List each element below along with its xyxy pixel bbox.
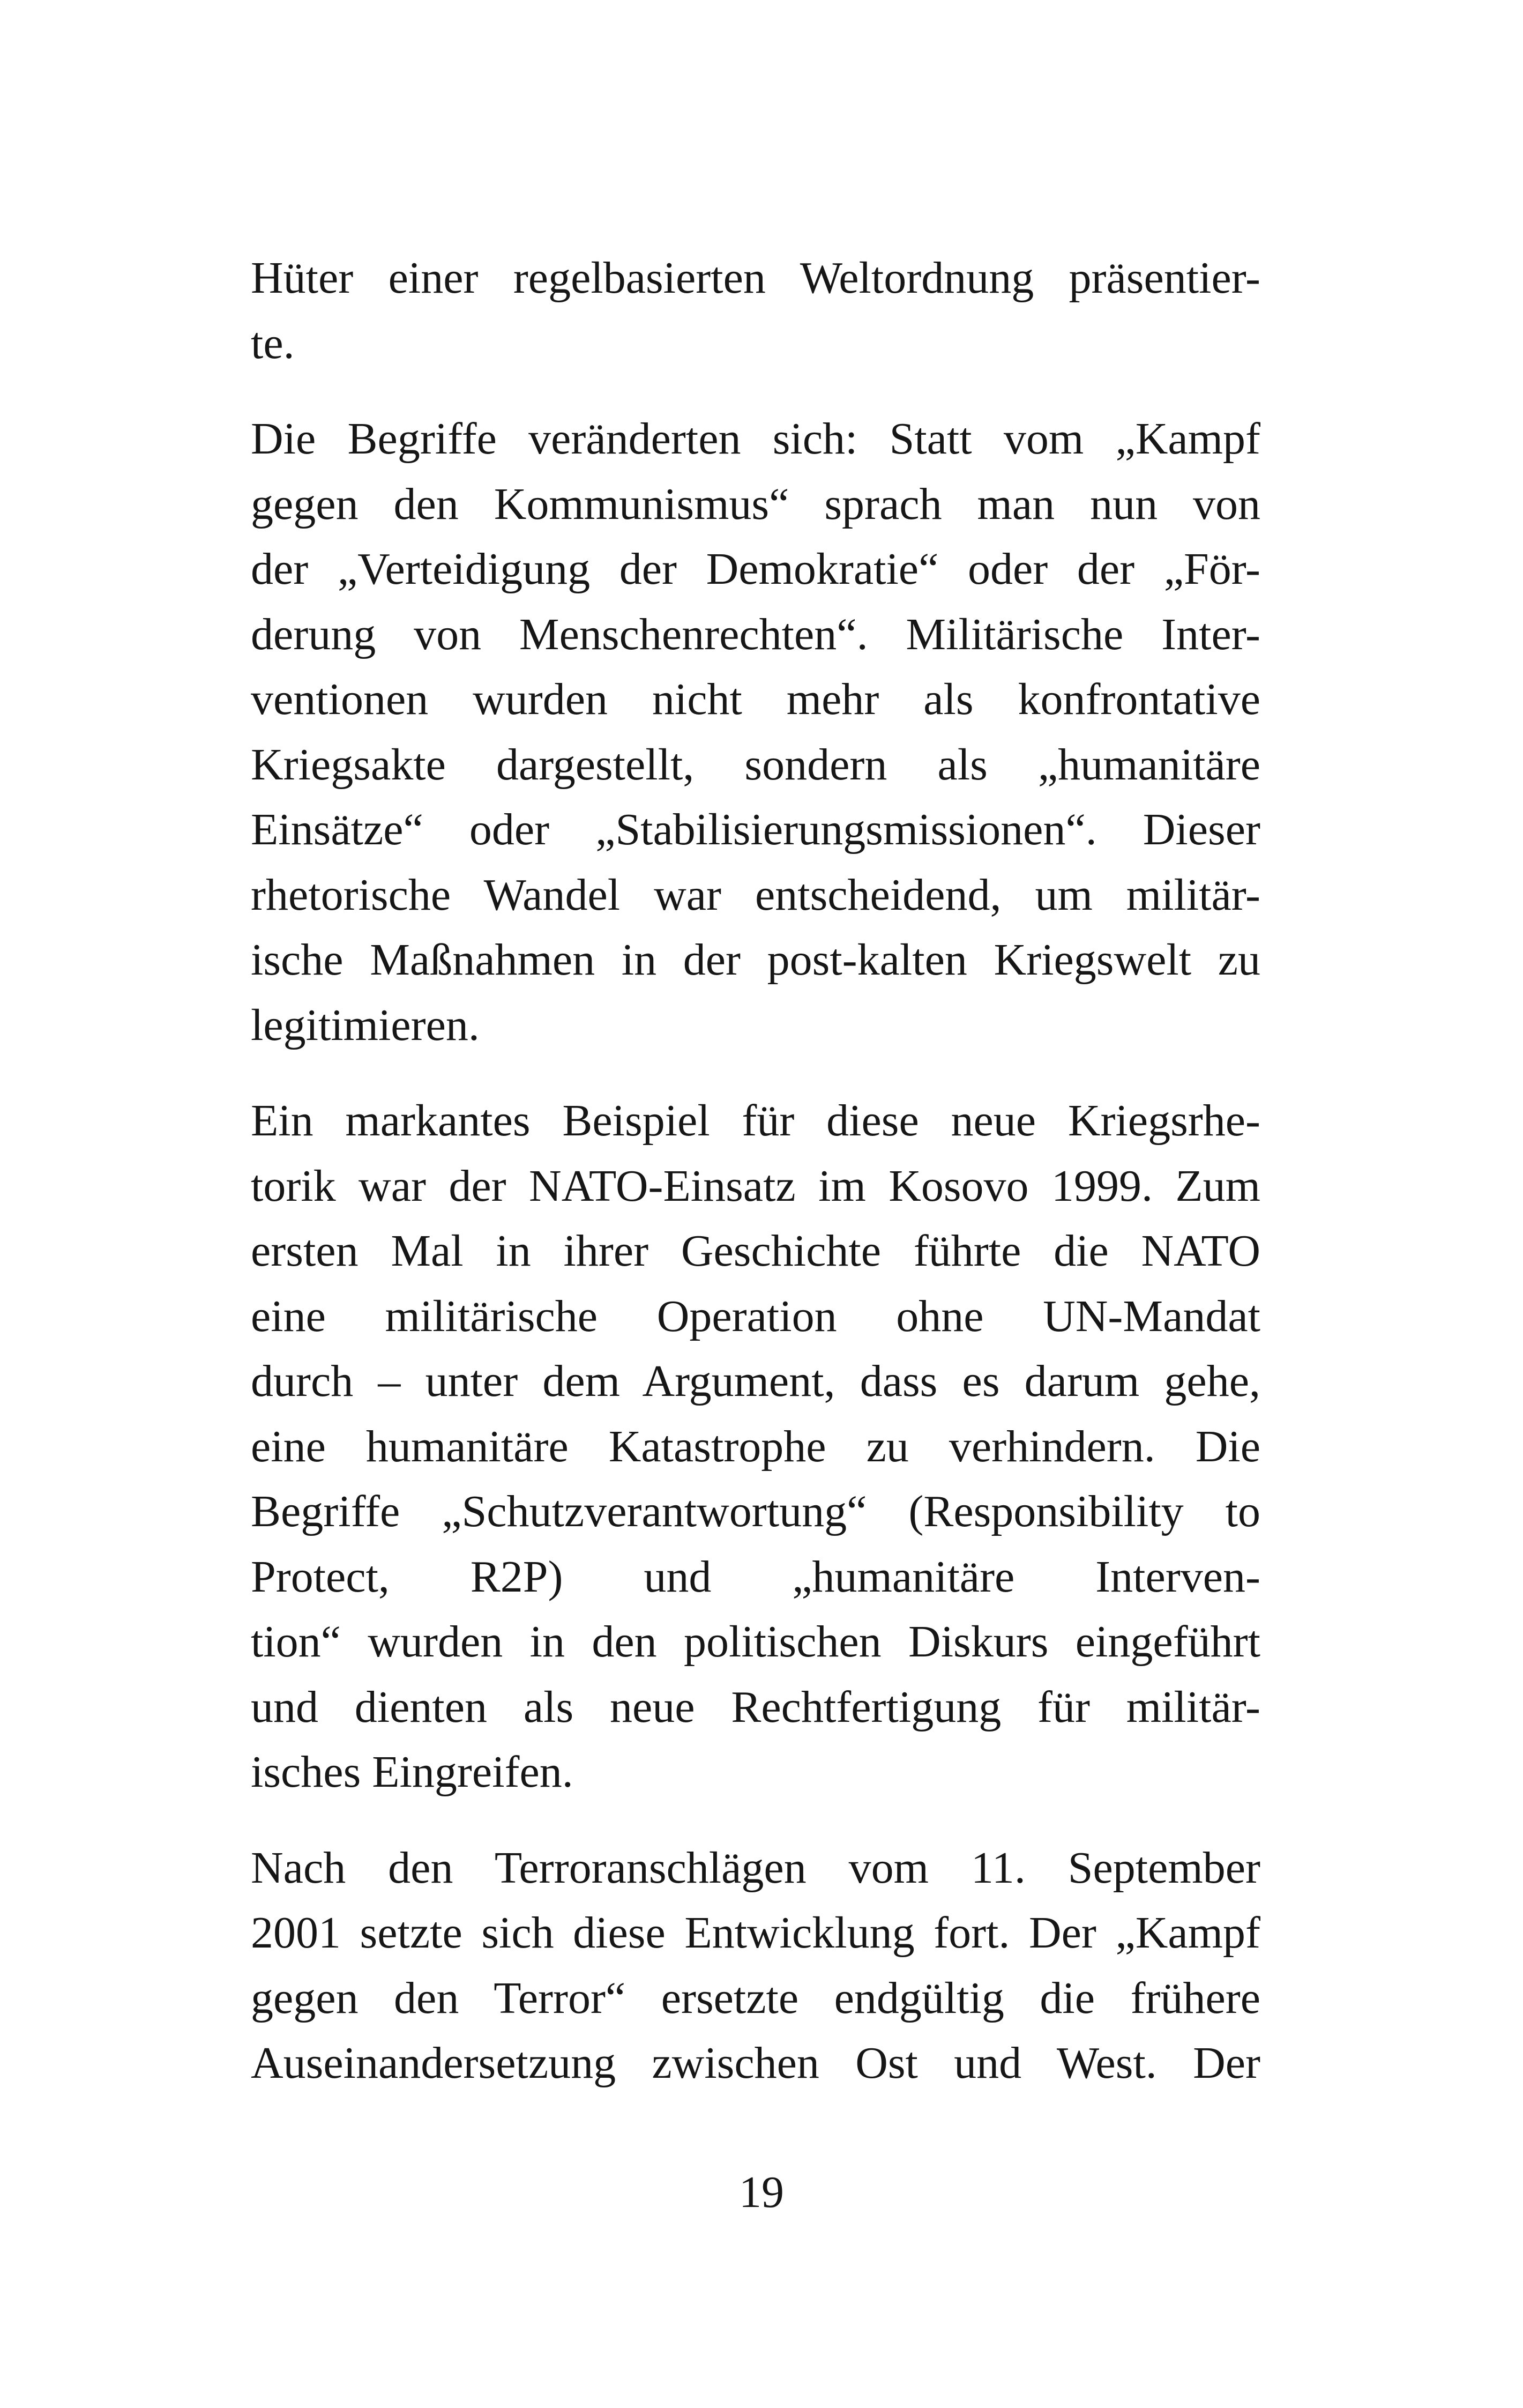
text-line: eine militärische Operation ohne UN-Mandat: [251, 1291, 1260, 1341]
text-line: ersten Mal in ihrer Geschichte führte die NATO: [251, 1226, 1260, 1276]
text-line: und dienten als neue Rechtfertigung für militär-: [251, 1682, 1260, 1732]
text-line: tion“ wurden in den politischen Diskurs eingeführt: [251, 1617, 1260, 1667]
text-line: Hüter einer regelbasierten Weltordnung präsentier-: [251, 253, 1260, 303]
text-line: gegen den Kommunismus“ sprach man nun von: [251, 479, 1260, 529]
paragraph: [251, 406, 1260, 1058]
text-line: Protect, R2P) und „humanitäre Interven-: [251, 1551, 1260, 1602]
text-line: Begriffe „Schutzverantwortung“ (Responsibility to: [251, 1487, 1260, 1536]
text-line: Ein markantes Beispiel für diese neue Kriegsrhe-: [251, 1096, 1260, 1146]
text-line: Nach den Terroranschlägen vom 11. September: [251, 1842, 1260, 1893]
paragraph: [251, 1835, 1260, 2096]
paragraph: [251, 246, 1260, 376]
text-line: Kriegsakte dargestellt, sondern als „humanitäre: [251, 739, 1260, 790]
text-line: legitimieren.: [251, 1000, 480, 1050]
text-line: ventionen wurden nicht mehr als konfrontative: [251, 674, 1260, 724]
text-line: Einsätze“ oder „Stabilisierungsmissionen“. Dieser: [251, 805, 1260, 854]
text-line: isches Eingreifen.: [251, 1747, 573, 1797]
text-line: Auseinandersetzung zwischen Ost und West. Der: [251, 2038, 1260, 2088]
text-line: durch – unter dem Argument, dass es darum gehe,: [251, 1356, 1260, 1406]
text-line: 2001 setzte sich diese Entwicklung fort. Der „Kampf: [251, 1908, 1260, 1958]
text-line: der „Verteidigung der Demokratie“ oder der „För-: [251, 544, 1260, 594]
text-line: gegen den Terror“ ersetzte endgültig die frühere: [251, 1973, 1260, 2023]
text-line: Die Begriffe veränderten sich: Statt vom „Kampf: [251, 414, 1260, 464]
page-number: 19: [739, 2167, 784, 2217]
text-line: ische Maßnahmen in der post-kalten Kriegswelt zu: [251, 935, 1260, 985]
text-line: derung von Menschenrechten“. Militärische Inter-: [251, 609, 1260, 659]
body-text: [251, 246, 1260, 2127]
paragraph: [251, 1088, 1260, 1805]
text-line: eine humanitäre Katastrophe zu verhindern. Die: [251, 1421, 1260, 1471]
text-line: te.: [251, 318, 295, 368]
text-line: rhetorische Wandel war entscheidend, um militär-: [251, 869, 1260, 920]
text-line: torik war der NATO-Einsatz im Kosovo 1999. Zum: [251, 1161, 1260, 1211]
